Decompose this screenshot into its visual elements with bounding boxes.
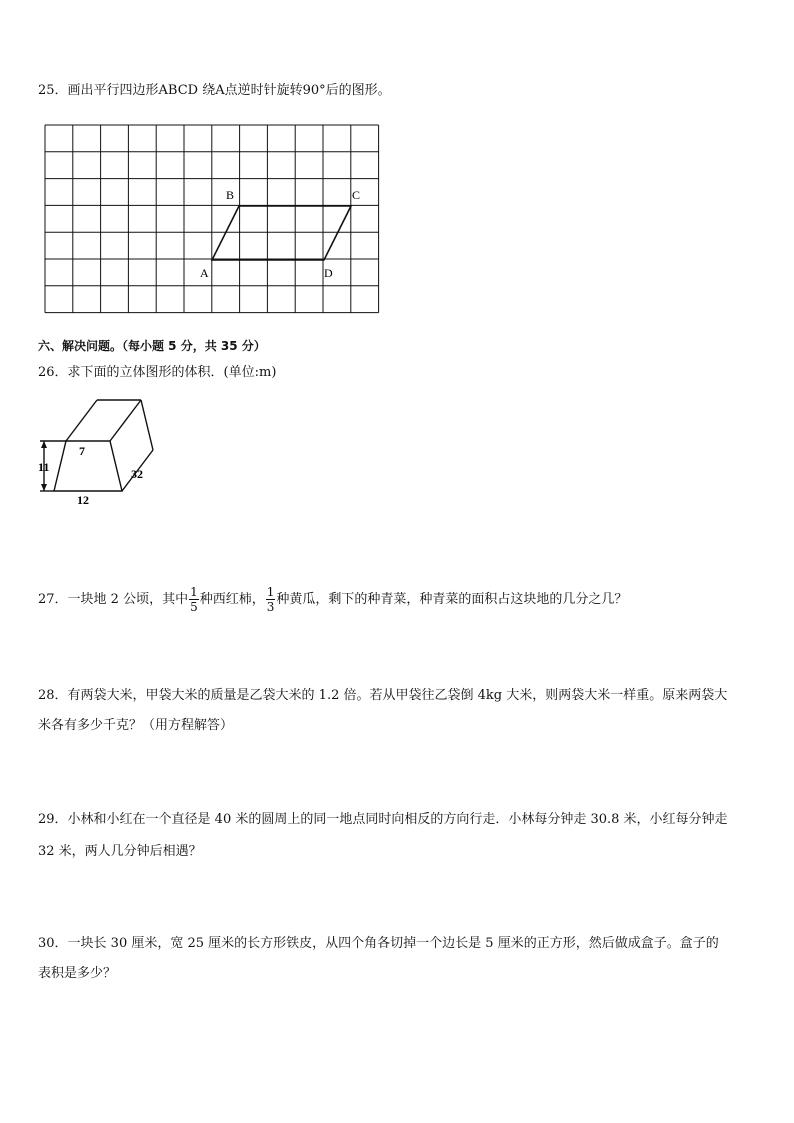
question-30-line2: 表积是多少？ (38, 966, 117, 981)
label-depth: 32 (131, 467, 143, 481)
label-height: 11 (38, 460, 50, 474)
point-label-a: A (200, 266, 209, 280)
question-29-line1: 29．小林和小红在一个直径是 40 米的圆周上的同一地点同时向相反的方向行走．小林每分钟走 30.8 米，小红每分钟走 (38, 812, 728, 827)
question-27-mid: 种西红柿， (199, 592, 265, 607)
point-label-b: B (226, 188, 235, 202)
grid-figure (40, 120, 380, 316)
fraction-one-fifth: $\frac{1}{5}$ (190, 585, 198, 614)
trapezoid-prism-figure (34, 392, 194, 512)
question-29-line2: 32 米，两人几分钟后相遇？ (38, 844, 202, 859)
question-26-text: 26．求下面的立体图形的体积．(单位:m) (38, 365, 277, 380)
question-28-line2: 米各有多少千克？（用方程解答） (38, 718, 234, 733)
question-27 (38, 585, 627, 614)
point-label-d: D (324, 266, 333, 280)
fraction-one-third: $\frac{1}{3}$ (266, 585, 275, 614)
front-face (54, 441, 122, 491)
section-heading: 六、解决问题。（每小题 5 分，共 35 分） (38, 339, 266, 353)
parallelogram-abcd (212, 206, 351, 260)
question-30-line1: 30．一块长 30 厘米，宽 25 厘米的长方形铁皮，从四个角各切掉一个边长是 5 厘米的正方形，然后做成盒子。盒子的 (38, 936, 719, 951)
question-27-pre: 27．一块地 2 公顷，其中 (38, 592, 189, 607)
point-label-c: C (352, 188, 361, 202)
question-27-post: 种黄瓜，剩下的种青菜，种青菜的面积占这块地的几分之几？ (276, 592, 628, 607)
question-25-text: 25．画出平行四边形ABCD 绕A点逆时针旋转90°后的图形。 (38, 83, 391, 98)
label-top: 7 (79, 444, 85, 458)
question-28-line1: 28．有两袋大米，甲袋大米的质量是乙袋大米的 1.2 倍。若从甲袋往乙袋倒 4kg 大米，则两袋大米一样重。原来两袋大 (38, 688, 728, 703)
label-bottom: 12 (77, 493, 89, 507)
grid-lines (45, 125, 379, 313)
